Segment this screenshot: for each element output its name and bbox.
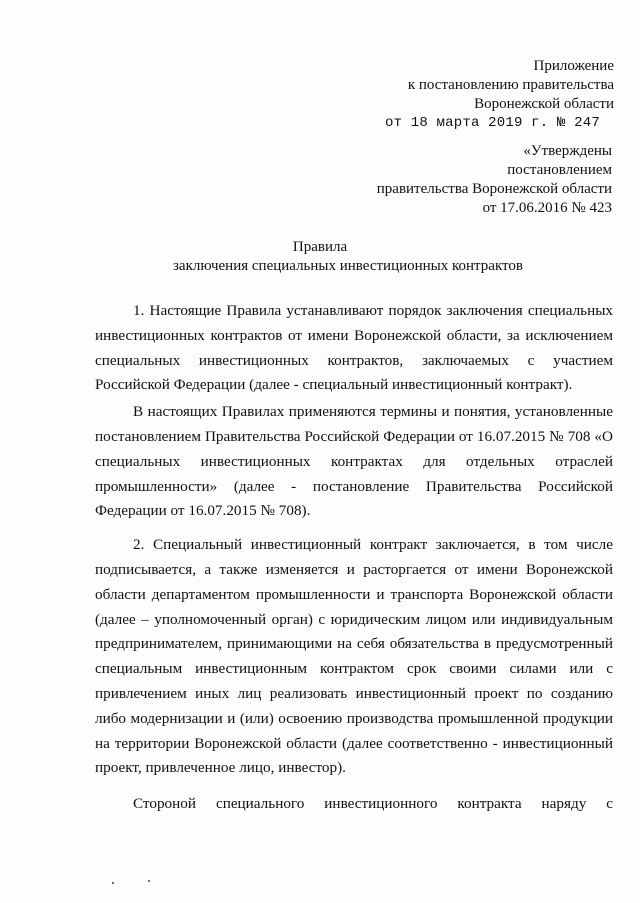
appendix-title: Приложение <box>533 58 614 74</box>
document-body <box>95 299 613 817</box>
approval-stamp-text <box>377 142 612 218</box>
appendix-header <box>385 57 614 133</box>
approved-label: «Утверждены <box>523 143 612 159</box>
paragraph-2: В настоящих Правилах применяются термины и понятия, установленные постановлением Правительства Российской Федерации от 16.07.2015 № 708 «О специальных инвестиционных контрактах для отдельных отраслей промышленности» (далее - постановление Правительства Российской Федерации от 16.07.2015 № 708). <box>95 403 613 520</box>
document-title <box>0 238 640 276</box>
paragraph-4: Стороной специального инвестиционного контракта наряду с <box>133 795 613 813</box>
approved-authority: правительства Воронежской области <box>376 181 612 197</box>
title-subheading: заключения специальных инвестиционных контрактов <box>172 258 523 274</box>
paragraph-1: 1. Настоящие Правила устанавливают порядок заключения специальных инвестиционных контрактов от имени Воронежской области, за исключением специальных инвестиционных контрактов, заключаемых с участием Российской Федерации (далее - специальный инвестиционный контракт). <box>95 302 613 394</box>
paragraph-3: 2. Специальный инвестиционный контракт заключается, в том числе подписывается, а также изменяется и расторгается от имени Воронежской области департаментом промышленности и транспорта Воронежской области (далее – уполномоченный орган) с юридическим лицом или индивидуальным предпринимателем, принимающими на себя обязательства в предусмотренный специальным инвестиционным контрактом срок своими силами или с привлечением иных лиц реализовать инвестиционный проект по созданию либо модернизации и (или) освоению производства промышленной продукции на территории Воронежской области (далее соответственно - инвестиционный проект, привлеченное лицо, инвестор). <box>95 536 613 777</box>
approved-date-number: от 17.06.2016 № 423 <box>482 200 612 216</box>
title-heading: Правила <box>292 239 348 255</box>
scan-specks <box>112 880 172 890</box>
appendix-reference: к постановлению правительства <box>407 77 614 93</box>
appendix-region: Воронежской области <box>474 96 614 112</box>
appendix-date-number: от 18 марта 2019 г. № 247 <box>384 115 600 131</box>
approved-by: постановлением <box>507 162 612 178</box>
